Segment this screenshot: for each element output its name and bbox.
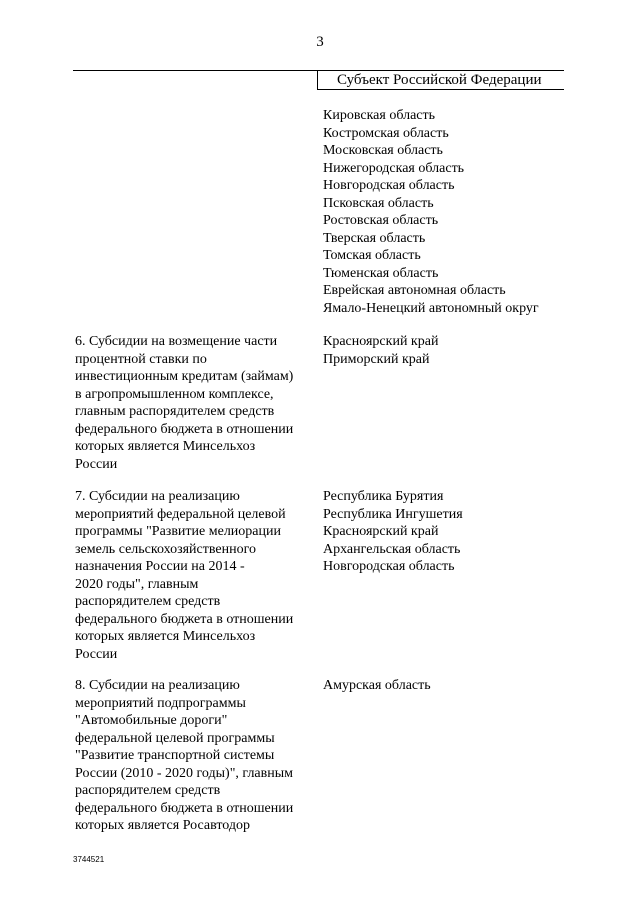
region-item: Кировская область bbox=[323, 108, 436, 123]
subsidy-item-7-description bbox=[75, 488, 293, 663]
description-line: "Развитие транспортной системы bbox=[75, 748, 275, 763]
page-number: 3 bbox=[316, 34, 324, 50]
table-header-column-divider bbox=[317, 70, 318, 89]
description-line: назначения России на 2014 - bbox=[75, 559, 245, 574]
description-line: главным распорядителем средств bbox=[75, 404, 275, 419]
continued-region-list bbox=[323, 107, 539, 317]
description-line: федерального бюджета в отношении bbox=[75, 611, 294, 627]
region-item: Ямало-Ненецкий автономный округ bbox=[323, 300, 539, 316]
description-line: распорядителем средств bbox=[75, 783, 221, 798]
region-item: Псковская область bbox=[323, 195, 434, 211]
description-line: федерального бюджета в отношении bbox=[75, 421, 294, 437]
description-line: процентной ставки по bbox=[75, 351, 207, 367]
region-item: Костромская область bbox=[323, 125, 449, 141]
description-line: России bbox=[75, 646, 118, 662]
region-item: Республика Бурятия bbox=[323, 489, 444, 504]
table-header-bottom-rule bbox=[317, 89, 564, 90]
region-item: Красноярский край bbox=[323, 334, 439, 349]
description-line: 2020 годы", главным bbox=[75, 576, 199, 592]
subsidy-item-8-regions bbox=[323, 677, 431, 695]
region-item: Приморский край bbox=[323, 351, 430, 367]
description-line: которых является Минсельхоз bbox=[75, 439, 256, 454]
description-line: программы "Развитие мелиорации bbox=[75, 524, 281, 539]
region-item: Томская область bbox=[323, 248, 421, 263]
description-line: федерального бюджета в отношении bbox=[75, 800, 294, 816]
description-line: мероприятий подпрограммы bbox=[75, 695, 246, 711]
subsidy-item-6-description bbox=[75, 333, 293, 473]
region-item: Московская область bbox=[323, 143, 443, 158]
region-item: Архангельская область bbox=[323, 541, 461, 557]
description-line: распорядителем средств bbox=[75, 594, 221, 609]
region-item: Новгородская область bbox=[323, 559, 455, 574]
region-item: Тверская область bbox=[323, 230, 426, 246]
subsidy-item-7-regions bbox=[323, 488, 463, 576]
description-line: 6. Субсидии на возмещение части bbox=[75, 334, 278, 349]
description-line: мероприятий федеральной целевой bbox=[75, 506, 286, 522]
region-item: Красноярский край bbox=[323, 524, 439, 539]
region-item: Ростовская область bbox=[323, 213, 439, 228]
description-line: 8. Субсидии на реализацию bbox=[75, 678, 240, 693]
description-line: России bbox=[75, 456, 118, 472]
description-line: 7. Субсидии на реализацию bbox=[75, 489, 240, 504]
description-line: которых является Росавтодор bbox=[75, 818, 250, 833]
description-line: федеральной целевой программы bbox=[75, 730, 275, 746]
description-line: "Автомобильные дороги" bbox=[75, 713, 228, 728]
region-item: Тюменская область bbox=[323, 265, 439, 281]
region-item: Нижегородская область bbox=[323, 160, 465, 176]
document-code: 3744521 bbox=[73, 855, 105, 864]
description-line: земель сельскохозяйственного bbox=[75, 541, 256, 557]
subsidy-item-6-regions bbox=[323, 333, 438, 368]
subsidy-item-8-description bbox=[75, 677, 293, 835]
region-item: Республика Ингушетия bbox=[323, 506, 463, 522]
region-item: Новгородская область bbox=[323, 178, 455, 193]
description-line: которых является Минсельхоз bbox=[75, 629, 256, 644]
description-line: инвестиционным кредитам (займам) bbox=[75, 369, 294, 384]
region-item: Амурская область bbox=[323, 678, 431, 693]
description-line: в агропромышленном комплексе, bbox=[75, 386, 274, 402]
region-item: Еврейская автономная область bbox=[323, 283, 506, 298]
description-line: России (2010 - 2020 годы)", главным bbox=[75, 765, 294, 781]
column-header-subject: Субъект Российской Федерации bbox=[337, 72, 542, 88]
